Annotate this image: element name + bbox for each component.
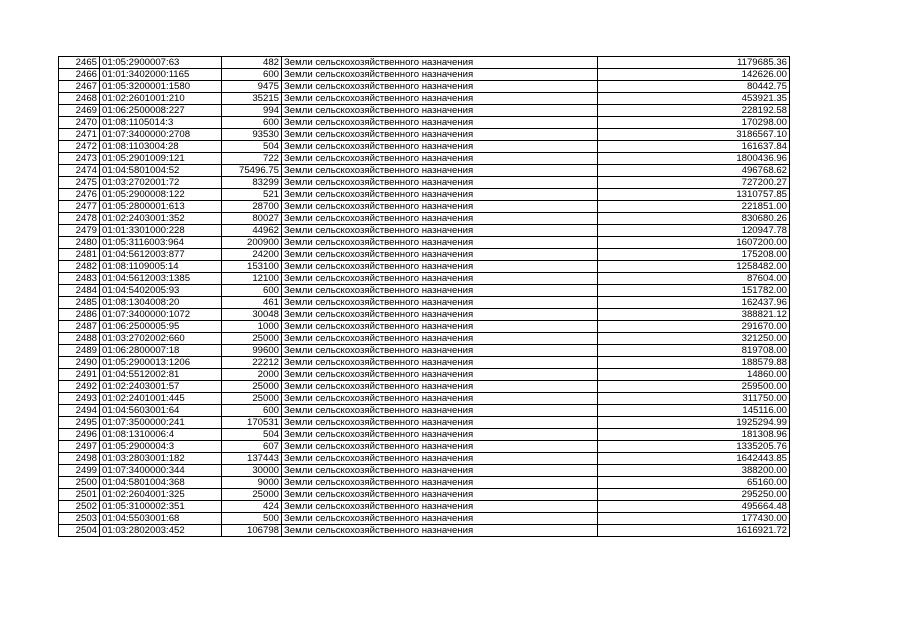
cadastral-value-cell: 1258482.00	[598, 261, 790, 273]
row-number-cell: 2487	[59, 321, 100, 333]
cadastral-number-cell: 01:05:2900004:3	[100, 441, 222, 453]
land-category-cell: Земли сельскохозяйственного назначения	[282, 261, 598, 273]
area-cell: 75496.75	[222, 165, 282, 177]
table-row	[59, 81, 790, 93]
cadastral-number-cell: 01:04:5612003:1385	[100, 273, 222, 285]
cadastral-value-cell: 80442.75	[598, 81, 790, 93]
table-row	[59, 333, 790, 345]
cadastral-value-cell: 87604.00	[598, 273, 790, 285]
table-row	[59, 393, 790, 405]
row-number-cell: 2499	[59, 465, 100, 477]
area-cell: 600	[222, 285, 282, 297]
area-cell: 504	[222, 141, 282, 153]
land-category-cell: Земли сельскохозяйственного назначения	[282, 81, 598, 93]
cadastral-number-cell: 01:03:2702001:72	[100, 177, 222, 189]
table-row	[59, 321, 790, 333]
land-category-cell: Земли сельскохозяйственного назначения	[282, 465, 598, 477]
row-number-cell: 2502	[59, 501, 100, 513]
table-row	[59, 441, 790, 453]
row-number-cell: 2481	[59, 249, 100, 261]
cadastral-value-cell: 1925294.99	[598, 417, 790, 429]
table-row	[59, 297, 790, 309]
cadastral-number-cell: 01:06:2500008:227	[100, 105, 222, 117]
land-category-cell: Земли сельскохозяйственного назначения	[282, 345, 598, 357]
table-row	[59, 429, 790, 441]
row-number-cell: 2497	[59, 441, 100, 453]
row-number-cell: 2491	[59, 369, 100, 381]
area-cell: 35215	[222, 93, 282, 105]
table-row	[59, 453, 790, 465]
area-cell: 30048	[222, 309, 282, 321]
cadastral-number-cell: 01:05:2901009:121	[100, 153, 222, 165]
row-number-cell: 2496	[59, 429, 100, 441]
cadastral-value-cell: 495664.48	[598, 501, 790, 513]
land-category-cell: Земли сельскохозяйственного назначения	[282, 357, 598, 369]
land-category-cell: Земли сельскохозяйственного назначения	[282, 153, 598, 165]
row-number-cell: 2493	[59, 393, 100, 405]
land-category-cell: Земли сельскохозяйственного назначения	[282, 309, 598, 321]
spreadsheet-page	[58, 56, 789, 537]
cadastral-number-cell: 01:06:2800007:18	[100, 345, 222, 357]
land-category-cell: Земли сельскохозяйственного назначения	[282, 93, 598, 105]
row-number-cell: 2469	[59, 105, 100, 117]
row-number-cell: 2479	[59, 225, 100, 237]
cadastral-value-cell: 388200.00	[598, 465, 790, 477]
cadastral-number-cell: 01:02:2601001:210	[100, 93, 222, 105]
row-number-cell: 2484	[59, 285, 100, 297]
cadastral-number-cell: 01:07:3400000:1072	[100, 309, 222, 321]
row-number-cell: 2468	[59, 93, 100, 105]
cadastral-number-cell: 01:08:1103004:28	[100, 141, 222, 153]
land-category-cell: Земли сельскохозяйственного назначения	[282, 405, 598, 417]
land-category-cell: Земли сельскохозяйственного назначения	[282, 393, 598, 405]
area-cell: 504	[222, 429, 282, 441]
land-category-cell: Земли сельскохозяйственного назначения	[282, 333, 598, 345]
area-cell: 153100	[222, 261, 282, 273]
area-cell: 461	[222, 297, 282, 309]
table-row	[59, 489, 790, 501]
table-row	[59, 345, 790, 357]
row-number-cell: 2470	[59, 117, 100, 129]
row-number-cell: 2485	[59, 297, 100, 309]
cadastral-value-cell: 14860.00	[598, 369, 790, 381]
cadastral-number-cell: 01:05:2900013:1206	[100, 357, 222, 369]
land-category-cell: Земли сельскохозяйственного назначения	[282, 141, 598, 153]
table-row	[59, 105, 790, 117]
cadastral-number-cell: 01:07:3500000:241	[100, 417, 222, 429]
area-cell: 170531	[222, 417, 282, 429]
cadastral-value-cell: 228192.58	[598, 105, 790, 117]
cadastral-value-cell: 1310757.85	[598, 189, 790, 201]
land-category-cell: Земли сельскохозяйственного назначения	[282, 105, 598, 117]
land-category-cell: Земли сельскохозяйственного назначения	[282, 117, 598, 129]
table-row	[59, 405, 790, 417]
table-row	[59, 69, 790, 81]
table-row	[59, 129, 790, 141]
row-number-cell: 2486	[59, 309, 100, 321]
table-row	[59, 213, 790, 225]
area-cell: 137443	[222, 453, 282, 465]
table-row	[59, 249, 790, 261]
table-row	[59, 261, 790, 273]
area-cell: 482	[222, 57, 282, 69]
cadastral-value-cell: 142626.00	[598, 69, 790, 81]
cadastral-number-cell: 01:03:2802003:452	[100, 525, 222, 537]
area-cell: 9000	[222, 477, 282, 489]
cadastral-number-cell: 01:04:5801004:52	[100, 165, 222, 177]
area-cell: 25000	[222, 393, 282, 405]
land-category-cell: Земли сельскохозяйственного назначения	[282, 249, 598, 261]
row-number-cell: 2504	[59, 525, 100, 537]
area-cell: 12100	[222, 273, 282, 285]
cadastral-value-cell: 177430.00	[598, 513, 790, 525]
area-cell: 25000	[222, 489, 282, 501]
land-category-cell: Земли сельскохозяйственного назначения	[282, 501, 598, 513]
land-category-cell: Земли сельскохозяйственного назначения	[282, 189, 598, 201]
cadastral-number-cell: 01:05:3200001:1580	[100, 81, 222, 93]
table-row	[59, 417, 790, 429]
land-category-cell: Земли сельскохозяйственного назначения	[282, 321, 598, 333]
cadastral-value-cell: 145116.00	[598, 405, 790, 417]
cadastral-value-cell: 311750.00	[598, 393, 790, 405]
table-row	[59, 357, 790, 369]
land-category-cell: Земли сельскохозяйственного назначения	[282, 441, 598, 453]
land-category-cell: Земли сельскохозяйственного назначения	[282, 165, 598, 177]
cadastral-value-cell: 170298.00	[598, 117, 790, 129]
cadastral-number-cell: 01:02:2401001:445	[100, 393, 222, 405]
row-number-cell: 2494	[59, 405, 100, 417]
land-category-cell: Земли сельскохозяйственного назначения	[282, 213, 598, 225]
cadastral-value-cell: 188579.88	[598, 357, 790, 369]
row-number-cell: 2476	[59, 189, 100, 201]
land-category-cell: Земли сельскохозяйственного назначения	[282, 57, 598, 69]
row-number-cell: 2501	[59, 489, 100, 501]
cadastral-value-cell: 453921.35	[598, 93, 790, 105]
cadastral-number-cell: 01:08:1304008:20	[100, 297, 222, 309]
cadastral-value-cell: 388821.12	[598, 309, 790, 321]
row-number-cell: 2488	[59, 333, 100, 345]
row-number-cell: 2466	[59, 69, 100, 81]
area-cell: 9475	[222, 81, 282, 93]
area-cell: 424	[222, 501, 282, 513]
row-number-cell: 2477	[59, 201, 100, 213]
table-row	[59, 225, 790, 237]
land-category-cell: Земли сельскохозяйственного назначения	[282, 489, 598, 501]
cadastral-number-cell: 01:02:2403001:57	[100, 381, 222, 393]
table-row	[59, 285, 790, 297]
cadastral-number-cell: 01:04:5603001:64	[100, 405, 222, 417]
cadastral-value-cell: 496768.62	[598, 165, 790, 177]
cadastral-number-cell: 01:02:2604001:325	[100, 489, 222, 501]
table-row	[59, 381, 790, 393]
row-number-cell: 2474	[59, 165, 100, 177]
row-number-cell: 2489	[59, 345, 100, 357]
cadastral-number-cell: 01:02:2403001:352	[100, 213, 222, 225]
table-row	[59, 273, 790, 285]
row-number-cell: 2478	[59, 213, 100, 225]
area-cell: 600	[222, 69, 282, 81]
land-category-cell: Земли сельскохозяйственного назначения	[282, 129, 598, 141]
table-row	[59, 189, 790, 201]
land-category-cell: Земли сельскохозяйственного назначения	[282, 453, 598, 465]
cadastral-number-cell: 01:07:3400000:2708	[100, 129, 222, 141]
table-row	[59, 93, 790, 105]
table-row	[59, 309, 790, 321]
row-number-cell: 2500	[59, 477, 100, 489]
row-number-cell: 2492	[59, 381, 100, 393]
table-row	[59, 201, 790, 213]
land-category-cell: Земли сельскохозяйственного назначения	[282, 525, 598, 537]
cadastral-number-cell: 01:08:1105014:3	[100, 117, 222, 129]
table-row	[59, 141, 790, 153]
area-cell: 994	[222, 105, 282, 117]
land-category-cell: Земли сельскохозяйственного назначения	[282, 273, 598, 285]
row-number-cell: 2465	[59, 57, 100, 69]
cadastral-value-cell: 321250.00	[598, 333, 790, 345]
table-row	[59, 177, 790, 189]
row-number-cell: 2483	[59, 273, 100, 285]
land-category-cell: Земли сельскохозяйственного назначения	[282, 237, 598, 249]
area-cell: 22212	[222, 357, 282, 369]
cadastral-number-cell: 01:01:3301000:228	[100, 225, 222, 237]
cadastral-number-cell: 01:06:2500005:95	[100, 321, 222, 333]
area-cell: 24200	[222, 249, 282, 261]
cadastral-value-cell: 3186567.10	[598, 129, 790, 141]
row-number-cell: 2503	[59, 513, 100, 525]
cadastral-value-cell: 819708.00	[598, 345, 790, 357]
table-row	[59, 57, 790, 69]
land-category-cell: Земли сельскохозяйственного назначения	[282, 381, 598, 393]
cadastral-value-cell: 1616921.72	[598, 525, 790, 537]
cadastral-number-cell: 01:04:5801004:368	[100, 477, 222, 489]
cadastral-number-cell: 01:05:3100002:351	[100, 501, 222, 513]
area-cell: 1000	[222, 321, 282, 333]
area-cell: 80027	[222, 213, 282, 225]
cadastral-value-cell: 259500.00	[598, 381, 790, 393]
cadastral-value-cell: 181308.96	[598, 429, 790, 441]
row-number-cell: 2480	[59, 237, 100, 249]
table-row	[59, 165, 790, 177]
row-number-cell: 2475	[59, 177, 100, 189]
area-cell: 99600	[222, 345, 282, 357]
land-category-cell: Земли сельскохозяйственного назначения	[282, 201, 598, 213]
cadastral-number-cell: 01:04:5512002:81	[100, 369, 222, 381]
cadastral-value-cell: 1179685.36	[598, 57, 790, 69]
cadastral-value-cell: 291670.00	[598, 321, 790, 333]
cadastral-value-cell: 1800436.96	[598, 153, 790, 165]
cadastral-value-cell: 120947.78	[598, 225, 790, 237]
cadastral-number-cell: 01:05:2900008:122	[100, 189, 222, 201]
cadastral-number-cell: 01:08:1109005:14	[100, 261, 222, 273]
table-row	[59, 237, 790, 249]
cadastral-value-cell: 1642443.85	[598, 453, 790, 465]
land-category-cell: Земли сельскохозяйственного назначения	[282, 69, 598, 81]
area-cell: 200900	[222, 237, 282, 249]
land-category-cell: Земли сельскохозяйственного назначения	[282, 429, 598, 441]
land-category-cell: Земли сельскохозяйственного назначения	[282, 513, 598, 525]
cadastral-number-cell: 01:07:3400000:344	[100, 465, 222, 477]
area-cell: 600	[222, 405, 282, 417]
area-cell: 600	[222, 117, 282, 129]
cadastral-value-cell: 727200.27	[598, 177, 790, 189]
area-cell: 44962	[222, 225, 282, 237]
cadastral-value-cell: 1607200.00	[598, 237, 790, 249]
cadastral-number-cell: 01:08:1310006:4	[100, 429, 222, 441]
area-cell: 607	[222, 441, 282, 453]
cadastral-number-cell: 01:05:2900007:63	[100, 57, 222, 69]
land-category-cell: Земли сельскохозяйственного назначения	[282, 225, 598, 237]
land-plots-table	[58, 56, 790, 537]
area-cell: 2000	[222, 369, 282, 381]
row-number-cell: 2482	[59, 261, 100, 273]
land-category-cell: Земли сельскохозяйственного назначения	[282, 297, 598, 309]
cadastral-value-cell: 830680.26	[598, 213, 790, 225]
cadastral-value-cell: 162437.96	[598, 297, 790, 309]
area-cell: 500	[222, 513, 282, 525]
table-row	[59, 369, 790, 381]
area-cell: 106798	[222, 525, 282, 537]
area-cell: 722	[222, 153, 282, 165]
land-category-cell: Земли сельскохозяйственного назначения	[282, 369, 598, 381]
area-cell: 83299	[222, 177, 282, 189]
table-row	[59, 525, 790, 537]
cadastral-number-cell: 01:03:2702002:660	[100, 333, 222, 345]
land-category-cell: Земли сельскохозяйственного назначения	[282, 477, 598, 489]
area-cell: 521	[222, 189, 282, 201]
row-number-cell: 2471	[59, 129, 100, 141]
area-cell: 30000	[222, 465, 282, 477]
land-category-cell: Земли сельскохозяйственного назначения	[282, 285, 598, 297]
cadastral-value-cell: 65160.00	[598, 477, 790, 489]
cadastral-number-cell: 01:03:2803001:182	[100, 453, 222, 465]
cadastral-value-cell: 295250.00	[598, 489, 790, 501]
land-category-cell: Земли сельскохозяйственного назначения	[282, 177, 598, 189]
row-number-cell: 2495	[59, 417, 100, 429]
row-number-cell: 2498	[59, 453, 100, 465]
table-row	[59, 153, 790, 165]
row-number-cell: 2472	[59, 141, 100, 153]
cadastral-number-cell: 01:04:5503001:68	[100, 513, 222, 525]
table-row	[59, 465, 790, 477]
row-number-cell: 2467	[59, 81, 100, 93]
area-cell: 28700	[222, 201, 282, 213]
area-cell: 93530	[222, 129, 282, 141]
cadastral-number-cell: 01:04:5402005:93	[100, 285, 222, 297]
table-row	[59, 501, 790, 513]
area-cell: 25000	[222, 333, 282, 345]
cadastral-number-cell: 01:01:3402000:1165	[100, 69, 222, 81]
cadastral-number-cell: 01:05:3116003:964	[100, 237, 222, 249]
row-number-cell: 2473	[59, 153, 100, 165]
cadastral-value-cell: 1335205.76	[598, 441, 790, 453]
cadastral-value-cell: 175208.00	[598, 249, 790, 261]
table-row	[59, 117, 790, 129]
table-row	[59, 513, 790, 525]
row-number-cell: 2490	[59, 357, 100, 369]
cadastral-value-cell: 151782.00	[598, 285, 790, 297]
cadastral-number-cell: 01:04:5612003:877	[100, 249, 222, 261]
table-row	[59, 477, 790, 489]
area-cell: 25000	[222, 381, 282, 393]
cadastral-number-cell: 01:05:2800001:613	[100, 201, 222, 213]
cadastral-value-cell: 161637.84	[598, 141, 790, 153]
land-category-cell: Земли сельскохозяйственного назначения	[282, 417, 598, 429]
table-body	[59, 57, 790, 537]
cadastral-value-cell: 221851.00	[598, 201, 790, 213]
